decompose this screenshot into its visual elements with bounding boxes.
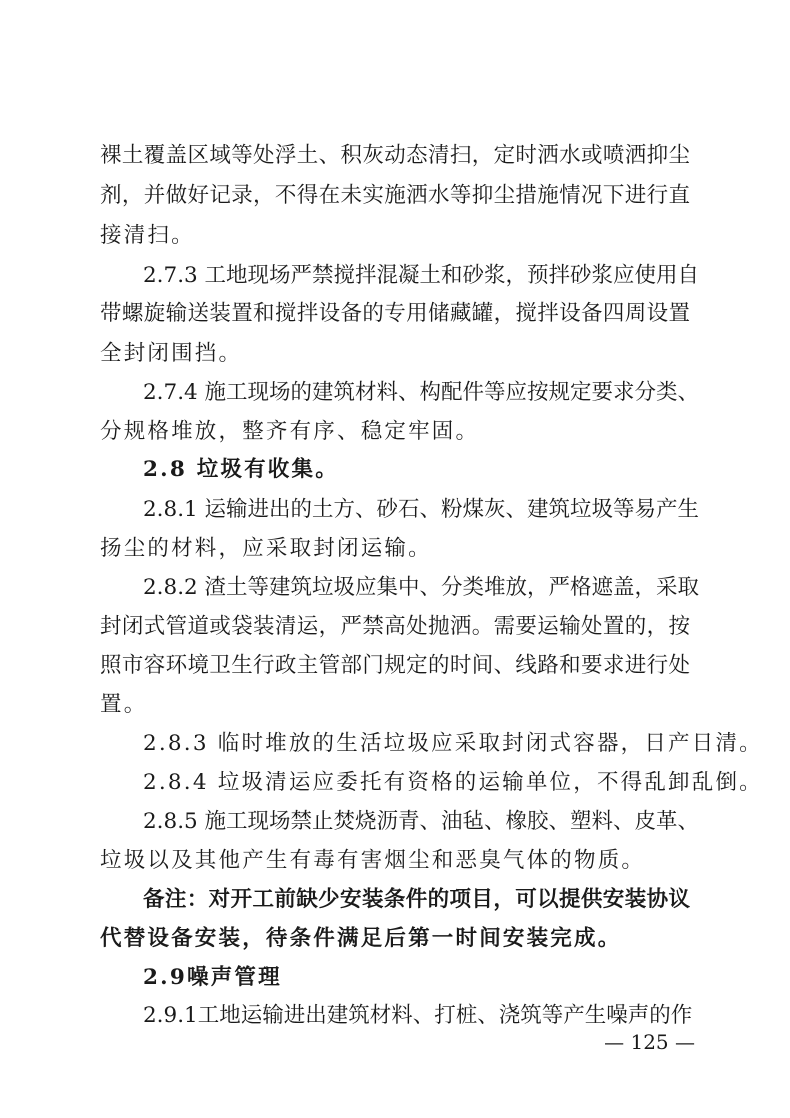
note-line: 代替设备安装，待条件满足后第一时间安装完成。 (100, 926, 622, 951)
text-line: 2.8.1 运输进出的土方、砂石、粉煤灰、建筑垃圾等易产生 (143, 497, 700, 522)
text-line: 置。 (100, 692, 148, 717)
text-line: 裸土覆盖区域等处浮土、积灰动态清扫，定时洒水或喷洒抑尘 (100, 143, 690, 168)
text-line: 垃圾以及其他产生有毒有害烟尘和恶臭气体的物质。 (100, 848, 646, 873)
text-line: 2.8.4 垃圾清运应委托有资格的运输单位，不得乱卸乱倒。 (143, 770, 763, 795)
text-line: 分规格堆放，整齐有序、稳定牢固。 (100, 419, 480, 444)
text-line: 带螺旋输送装置和搅拌设备的专用储藏罐，搅拌设备四周设置 (100, 301, 690, 326)
text-line: 2.8.5 施工现场禁止焚烧沥青、油毡、橡胶、塑料、皮革、 (143, 809, 700, 834)
text-line: 扬尘的材料，应采取封闭运输。 (100, 536, 432, 561)
text-line: 全封闭围挡。 (100, 341, 243, 366)
text-line: 接清扫。 (100, 223, 195, 248)
note-line: 备注：对开工前缺少安装条件的项目，可以提供安装协议 (143, 887, 690, 912)
text-line: 2.7.4 施工现场的建筑材料、构配件等应按规定要求分类、 (143, 380, 700, 405)
section-heading: 2.9噪声管理 (143, 965, 282, 990)
section-heading: 2.8 垃圾有收集。 (143, 457, 339, 482)
text-line: 2.7.3 工地现场严禁搅拌混凝土和砂浆，预拌砂浆应使用自 (143, 263, 700, 288)
text-line: 2.9.1工地运输进出建筑材料、打桩、浇筑等产生噪声的作 (143, 1003, 693, 1028)
text-line: 剂，并做好记录，不得在未实施洒水等抑尘措施情况下进行直 (100, 183, 690, 208)
text-line: 2.8.2 渣土等建筑垃圾应集中、分类堆放，严格遮盖，采取 (143, 575, 700, 600)
text-line: 封闭式管道或袋装清运，严禁高处抛洒。需要运输处置的，按 (100, 614, 690, 639)
text-line: 2.8.3 临时堆放的生活垃圾应采取封闭式容器，日产日清。 (143, 731, 763, 756)
text-line: 照市容环境卫生行政主管部门规定的时间、线路和要求进行处 (100, 653, 690, 678)
page-number: — 125 — (604, 1030, 695, 1054)
